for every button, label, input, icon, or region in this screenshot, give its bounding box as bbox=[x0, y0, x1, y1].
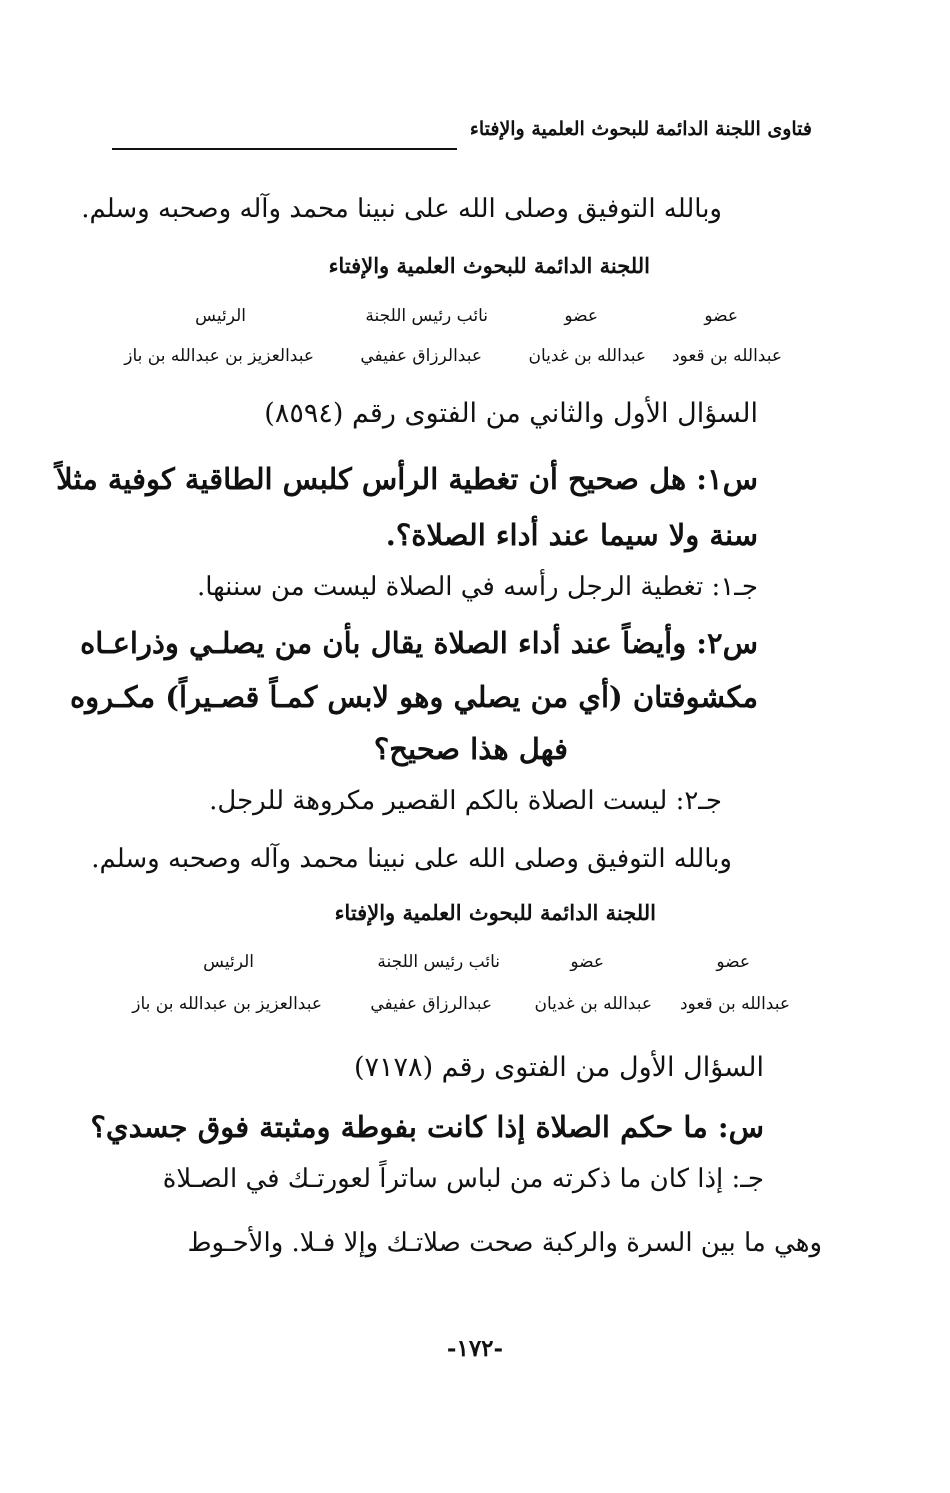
signature-role: عضو bbox=[704, 306, 738, 326]
answer-line: جـ٢: ليست الصلاة بالكم القصير مكروهة للرجل. bbox=[209, 786, 722, 816]
signatory-name: عبدالله بن قعود bbox=[671, 346, 782, 366]
signatory-name: عبدالعزيز بن عبدالله بن باز bbox=[124, 346, 314, 366]
signature-role: عضو bbox=[564, 306, 598, 326]
signature-role: الرئيس bbox=[195, 306, 246, 326]
answer-line: جـ١: تغطية الرجل رأسه في الصلاة ليست من سننها. bbox=[197, 572, 758, 602]
header-title: فتاوى اللجنة الدائمة للبحوث العلمية والإفتاء bbox=[469, 118, 812, 140]
committee-name: اللجنة الدائمة للبحوث العلمية والإفتاء bbox=[328, 253, 650, 278]
signatory-name: عبدالرزاق عفيفي bbox=[370, 994, 492, 1014]
signature-role: عضو bbox=[716, 952, 750, 972]
answer-line: جـ: إذا كان ما ذكرته من لباس ساتراً لعورتـك في الصـلاة bbox=[162, 1164, 764, 1194]
question-line: سنة ولا سيما عند أداء الصلاة؟. bbox=[385, 518, 758, 552]
signature-role: نائب رئيس اللجنة bbox=[377, 952, 500, 972]
signature-role: عضو bbox=[570, 952, 604, 972]
committee-name: اللجنة الدائمة للبحوث العلمية والإفتاء bbox=[334, 900, 656, 925]
question-line: س: ما حكم الصلاة إذا كانت بفوطة ومثبتة فوق جسدي؟ bbox=[90, 1110, 764, 1144]
fatwa-reference: السؤال الأول والثاني من الفتوى رقم (٨٥٩٤) bbox=[264, 398, 758, 429]
signature-role: نائب رئيس اللجنة bbox=[365, 306, 488, 326]
signature-role: الرئيس bbox=[203, 952, 254, 972]
running-header bbox=[112, 118, 812, 152]
question-line: س٢: وأيضاً عند أداء الصلاة يقال بأن من يصلـي وذراعـاه bbox=[80, 626, 758, 660]
fatwa-reference: السؤال الأول من الفتوى رقم (٧١٧٨) bbox=[354, 1052, 764, 1083]
signatory-name: عبدالرزاق عفيفي bbox=[360, 346, 482, 366]
question-line: س١: هل صحيح أن تغطية الرأس كلبس الطاقية كوفية مثلاً bbox=[56, 462, 758, 496]
signatory-name: عبدالله بن غديان bbox=[534, 994, 652, 1014]
signatory-name: عبدالعزيز بن عبدالله بن باز bbox=[132, 994, 322, 1014]
signatory-name: عبدالله بن غديان bbox=[528, 346, 646, 366]
signatory-name: عبدالله بن قعود bbox=[679, 994, 790, 1014]
page-number: -١٧٢- bbox=[446, 1335, 504, 1362]
answer-line: وهي ما بين السرة والركبة صحت صلاتـك وإلا فـلا. والأحـوط bbox=[187, 1228, 822, 1258]
closing-line: وبالله التوفيق وصلى الله على نبينا محمد وآله وصحبه وسلم. bbox=[81, 194, 722, 224]
question-line: مكشوفتان (أي من يصلي وهو لابس كمـاً قصـيراً) مكـروه bbox=[69, 680, 758, 714]
header-rule bbox=[112, 148, 457, 150]
closing-line: وبالله التوفيق وصلى الله على نبينا محمد وآله وصحبه وسلم. bbox=[91, 844, 732, 874]
question-line: فهل هذا صحيح؟ bbox=[373, 732, 568, 766]
